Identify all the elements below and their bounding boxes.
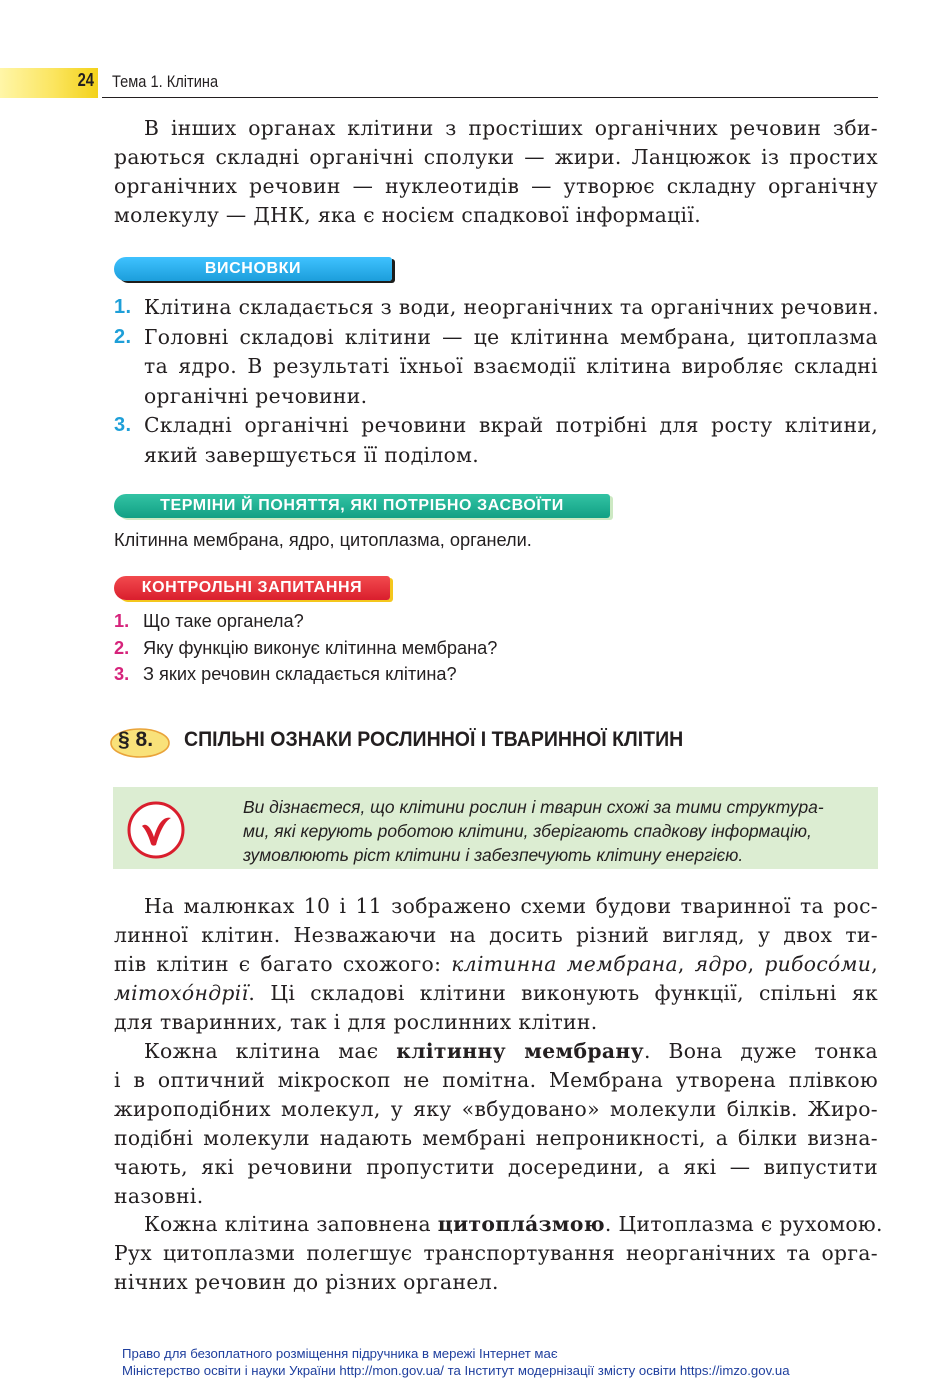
text-line: раються складні органічні сполуки — жири. Ланцюжок із простих xyxy=(114,145,878,169)
question-number: 3. xyxy=(114,664,130,684)
text-line xyxy=(114,979,878,1008)
text-line: органічні речовини. xyxy=(144,383,368,408)
page-number: 24 xyxy=(77,70,94,90)
list-item xyxy=(114,411,878,470)
text-line: для тваринних, так і для рослинних клітин. xyxy=(114,1010,598,1034)
conclusions-heading xyxy=(114,257,392,281)
list-number: 3. xyxy=(114,414,132,436)
body-paragraph xyxy=(114,892,878,1037)
text-line: Складні органічні речовини вкрай потрібні для росту клітини, xyxy=(144,413,878,437)
text-run: . Ці складові клітини виконують функції, спільні як xyxy=(248,981,878,1005)
question-item xyxy=(114,661,497,688)
questions-heading xyxy=(114,576,390,600)
text-line: зумовлюють ріст клітини і забезпечують клітину енергією. xyxy=(243,845,744,865)
text-line xyxy=(114,1210,883,1239)
question-text: З яких речовин складається клітина? xyxy=(143,664,457,684)
list-item xyxy=(114,293,878,323)
text-line: та ядро. В результаті їхньої взаємодії клітина виробляє складні xyxy=(144,354,878,378)
text-run: . Цитоплазма є рухомою. xyxy=(604,1212,883,1236)
question-text: Що таке органела? xyxy=(143,611,304,631)
questions-list xyxy=(114,608,497,688)
question-item xyxy=(114,635,497,662)
text-run: Кожна клітина заповнена xyxy=(144,1212,438,1236)
text-line: який завершується її поділом. xyxy=(144,442,480,467)
section-number: § 8. xyxy=(118,728,154,751)
text-run: Кожна клітина має xyxy=(144,1039,397,1063)
conclusions-heading-label: ВИСНОВКИ xyxy=(204,260,302,277)
question-number: 2. xyxy=(114,637,130,658)
text-line: ми, які керують роботою клітини, зберігають спадкову інформацію, xyxy=(243,821,812,841)
text-line: В інших органах клітини з простіших органічних речовин зби- xyxy=(144,116,878,140)
text-run: , xyxy=(747,952,765,976)
text-run: , xyxy=(871,952,878,976)
text-line: Головні складові клітини — це клітинна мембрана, цитоплазма xyxy=(144,324,878,349)
text-line: Ви дізнаєтеся, що клітини рослин і тварин схожі за тими структура- xyxy=(243,797,824,817)
terms-text: Клітинна мембрана, ядро, цитоплазма, органели. xyxy=(114,530,532,550)
text-run: пів клітин є багато схожого: xyxy=(114,952,452,976)
text-line: і в оптичний мікроскоп не помітна. Мембрана утворена плівкою xyxy=(114,1068,878,1092)
term-cell-membrane-bold: клітинну мембрану xyxy=(396,1039,644,1063)
text-line: органічних речовин — нуклеотидів — утворює складну органічну xyxy=(114,174,878,198)
text-line: подібні молекули надають мембрані непроникності, а білки визна- xyxy=(114,1126,878,1150)
text-line: жироподібних молекул, у яку «вбудовано» молекули білків. Жиро- xyxy=(114,1097,878,1121)
text-line: линної клітин. Незважаючи на досить різний вигляд, у двох ти- xyxy=(114,923,878,947)
text-line: Рух цитоплазми полегшує транспортування неорганічних та орга- xyxy=(114,1241,878,1265)
question-text: Яку функцію виконує клітинна мембрана? xyxy=(143,637,498,658)
body-paragraph xyxy=(114,1210,883,1297)
footer-line: Міністерство освіти і науки України http://mon.gov.ua/ та Інститут модернізації змісту освіти https://imzo.gov.ua xyxy=(122,1363,790,1378)
section-title: СПІЛЬНІ ОЗНАКИ РОСЛИННОЇ І ТВАРИННОЇ КЛІТИН xyxy=(184,728,684,751)
text-line: чають, які речовини пропустити досередини, а які — випустити xyxy=(114,1155,878,1179)
questions-heading-label: КОНТРОЛЬНІ ЗАПИТАННЯ xyxy=(141,579,363,596)
footer-line: Право для безоплатного розміщення підручника в мережі Інтернет має xyxy=(122,1346,558,1361)
term-cell-membrane: клітинна мембрана xyxy=(451,952,678,976)
topic-title: Тема 1. Клітина xyxy=(112,72,219,91)
body-paragraph xyxy=(114,1037,878,1211)
term-mitochondria: мітохо́ндрії xyxy=(114,981,249,1005)
text-line: Клітина складається з води, неорганічних та органічних речовин. xyxy=(144,295,880,319)
list-item xyxy=(114,323,878,412)
text-line: назовні. xyxy=(114,1184,204,1208)
text-line xyxy=(114,1037,878,1066)
checkmark-circle-icon xyxy=(125,799,187,861)
text-line: молекулу — ДНК, яка є носієм спадкової інформації. xyxy=(114,203,702,227)
intro-paragraph xyxy=(114,114,878,230)
text-line: На малюнках 10 і 11 зображено схеми будови тваринної та рос- xyxy=(144,894,878,918)
section-intro-text xyxy=(243,795,871,867)
term-cytoplasm-bold: цитопла́змою xyxy=(437,1212,605,1236)
terms-heading-label: ТЕРМІНИ Й ПОНЯТТЯ, ЯКІ ПОТРІБНО ЗАСВОЇТИ xyxy=(160,497,564,514)
question-item xyxy=(114,608,497,635)
term-nucleus: ядро xyxy=(694,952,748,976)
text-line: нічних речовин до різних органел. xyxy=(114,1270,499,1294)
conclusions-list xyxy=(114,293,878,470)
term-ribosomes: рибосо́ми xyxy=(764,952,872,976)
list-number: 2. xyxy=(114,325,132,348)
license-footer xyxy=(122,1345,790,1379)
question-number: 1. xyxy=(114,611,130,631)
text-run: , xyxy=(677,952,695,976)
text-run: . Вона дуже тонка xyxy=(643,1039,878,1063)
text-line xyxy=(114,950,878,979)
terms-heading xyxy=(114,494,610,518)
list-number: 1. xyxy=(114,296,132,318)
header-divider xyxy=(102,97,878,98)
